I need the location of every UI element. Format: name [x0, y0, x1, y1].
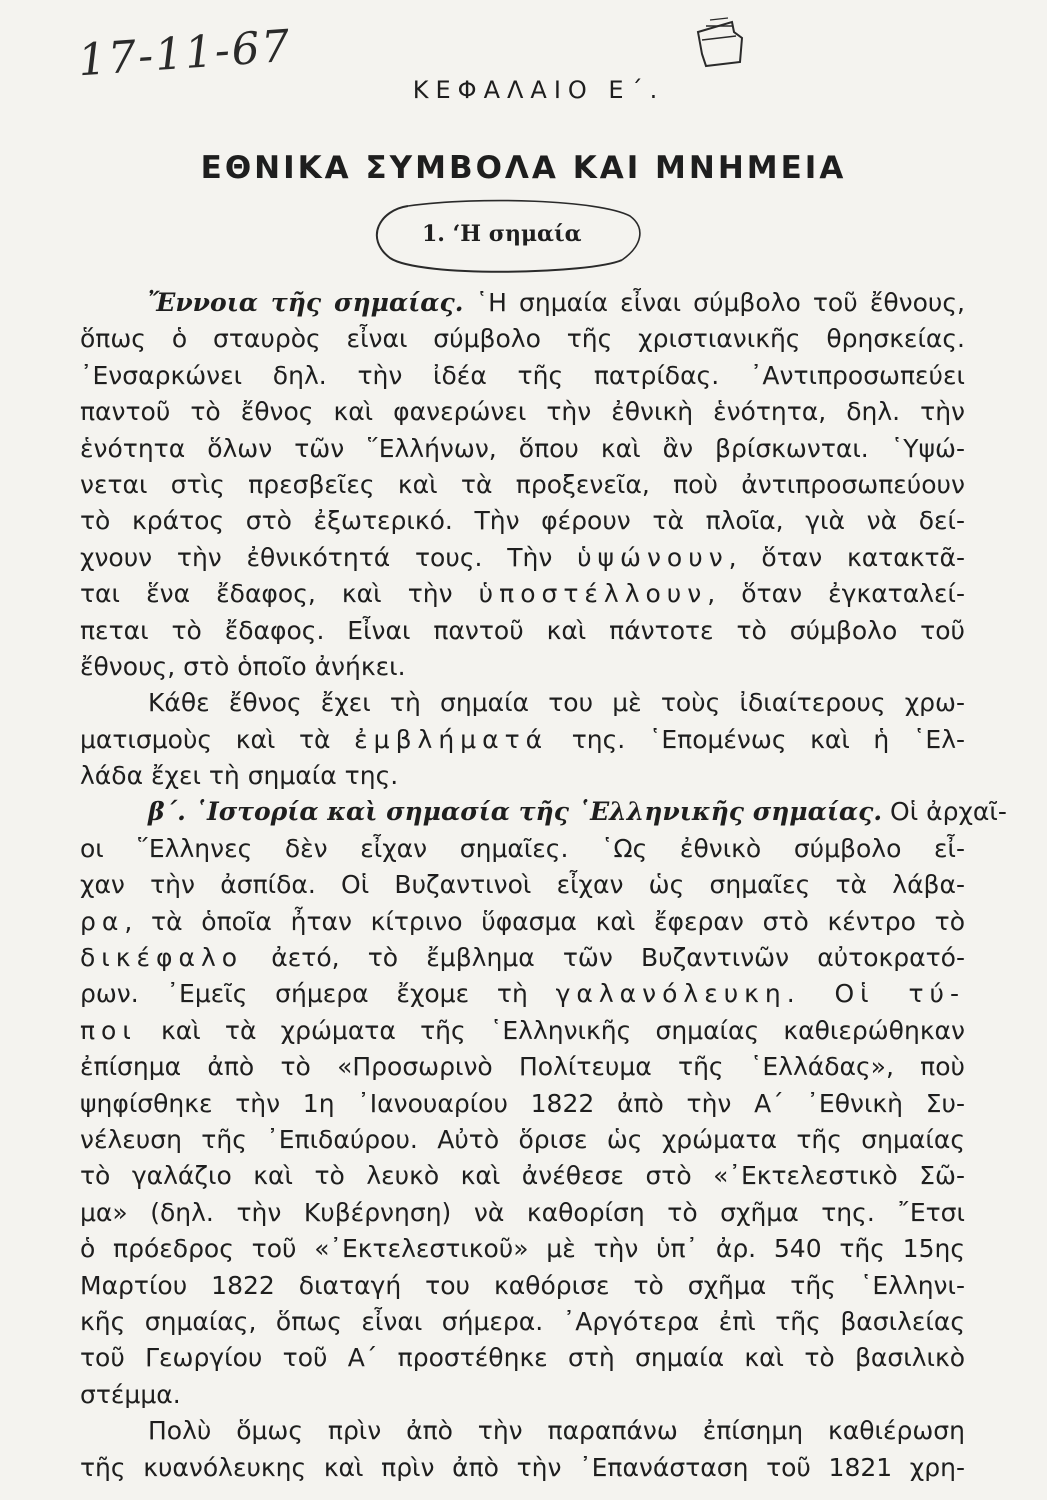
text-line: Ἔννοια τῆς σημαίας. ῾Η σημαία εἶναι σύμβολο τοῦ ἔθνους, — [148, 288, 965, 317]
text-line: ὅπως ὁ σταυρὸς εἶναι σύμβολο τῆς χριστιανικῆς θρησκείας. — [80, 324, 965, 354]
text-line: ᾽Ενσαρκώνει δηλ. τὴν ἰδέα τῆς πατρίδας. ᾽Αντιπροσωπεύει — [80, 360, 965, 390]
section-heading: 1. ‘Η σημαία — [422, 221, 582, 247]
text-line: ἔθνους, στὸ ὁποῖο ἀνήκει. — [80, 651, 406, 681]
text-line: ματισμοὺς καὶ τὰ ἐμβλήματά της. ῾Επομένως καὶ ἡ ῾Ελ- — [80, 724, 966, 754]
text-line: ὁ πρόεδρος τοῦ «᾽Εκτελεστικοῦ» μὲ τὴν ὑπ᾽ ἀρ. 540 τῆς 15ης — [80, 1234, 965, 1264]
text-line: τῆς κυανόλευκης καὶ πρὶν ἀπὸ τὴν ᾽Επανάσταση τοῦ 1821 χρη- — [80, 1452, 965, 1482]
text-line: Κάθε ἔθνος ἔχει τὴ σημαία του μὲ τοὺς ἰδιαίτερους χρω- — [148, 688, 965, 718]
text-line: ποι καὶ τὰ χρώματα τῆς ῾Ελληνικῆς σημαίας καθιερώθηκαν — [80, 1015, 965, 1045]
section-heading-box — [360, 194, 660, 294]
text-line: ται ἕνα ἔδαφος, καὶ τὴν ὑποστέλλουν, ὅταν ἐγκαταλεί- — [80, 579, 965, 609]
text-line: Πολὺ ὅμως πρὶν ἀπὸ τὴν παραπάνω ἐπίσημη καθιέρωση — [148, 1416, 965, 1446]
text-line: β΄. ῾Ιστορία καὶ σημασία τῆς ῾Ελληνικῆς σημαίας. Οἱ ἀρχαῖ- — [148, 797, 1007, 827]
text-line: κῆς σημαίας, ὅπως εἶναι σήμερα. ᾽Αργότερα ἐπὶ τῆς βασιλείας — [80, 1306, 965, 1336]
body-text — [80, 285, 1007, 1486]
text-line: ψηφίσθηκε τὴν 1η ᾽Ιανουαρίου 1822 ἀπὸ τὴν Α΄ ᾽Εθνικὴ Συ- — [80, 1088, 965, 1118]
text-line: παντοῦ τὸ ἔθνος καὶ φανερώνει τὴν ἐθνικὴ ἑνότητα, δηλ. τὴν — [80, 397, 965, 427]
text-line: νεται στὶς πρεσβεῖες καὶ τὰ προξενεῖα, ποὺ ἀντιπροσωπεύουν — [80, 469, 965, 499]
text-line: Μαρτίου 1822 διαταγή του καθόρισε τὸ σχῆμα τῆς ῾Ελληνι- — [80, 1270, 965, 1300]
text-line: ρων. ᾽Εμεῖς σήμερα ἔχομε τὴ γαλανόλευκη. Οἱ τύ- — [80, 979, 965, 1009]
text-line: νέλευση τῆς ᾽Επιδαύρου. Αὐτὸ ὅρισε ὡς χρώματα τῆς σημαίας — [80, 1124, 965, 1154]
text-line: λάδα ἔχει τὴ σημαία της. — [80, 761, 399, 791]
text-line: πεται τὸ ἔδαφος. Εἶναι παντοῦ καὶ πάντοτε τὸ σύμβολο τοῦ — [80, 615, 965, 645]
chapter-label: ΚΕΦΑΛΑΙΟ Ε΄. — [412, 76, 665, 104]
text-line: οι ῞Ελληνες δὲν εἶχαν σημαῖες. ῾Ως ἐθνικὸ σύμβολο εἶ- — [80, 833, 965, 863]
library-stamp-icon — [692, 14, 752, 78]
chapter-title: ΕΘΝΙΚΑ ΣΥΜΒΟΛΑ ΚΑΙ ΜΝΗΜΕΙΑ — [200, 150, 847, 186]
text-line: χνουν τὴν ἐθνικότητά τους. Τὴν ὑψώνουν, ὅταν κατακτᾶ- — [80, 542, 965, 572]
text-line: ἐπίσημα ἀπὸ τὸ «Προσωρινὸ Πολίτευμα τῆς ῾Ελλάδας», ποὺ — [80, 1052, 965, 1082]
text-line: χαν τὴν ἀσπίδα. Οἱ Βυζαντινοὶ εἶχαν ὡς σημαῖες τὰ λάβα- — [80, 870, 965, 900]
text-line: μα» (δηλ. τὴν Κυβέρνηση) νὰ καθορίση τὸ σχῆμα της. ῎Ετσι — [80, 1197, 965, 1227]
handwritten-date: 17-11-67 — [76, 20, 294, 87]
text-line: ρα, τὰ ὁποῖα ἦταν κίτρινο ὕφασμα καὶ ἔφεραν στὸ κέντρο τὸ — [80, 906, 965, 936]
text-line: τοῦ Γεωργίου τοῦ Α΄ προστέθηκε στὴ σημαία καὶ τὸ βασιλικὸ — [80, 1343, 965, 1373]
text-line: δικέφαλο ἀετό, τὸ ἔμβλημα τῶν Βυζαντινῶν αὐτοκρατό- — [80, 943, 965, 973]
text-line: τὸ κράτος στὸ ἐξωτερικό. Τὴν φέρουν τὰ πλοῖα, γιὰ νὰ δεί- — [80, 506, 965, 536]
text-line: ἑνότητα ὅλων τῶν ῞Ελλήνων, ὅπου καὶ ἂν βρίσκωνται. ῾Υψώ- — [80, 433, 965, 463]
text-line: στέμμα. — [80, 1379, 181, 1409]
text-line: τὸ γαλάζιο καὶ τὸ λευκὸ καὶ ἀνέθεσε στὸ «᾽Εκτελεστικὸ Σῶ- — [80, 1161, 965, 1191]
